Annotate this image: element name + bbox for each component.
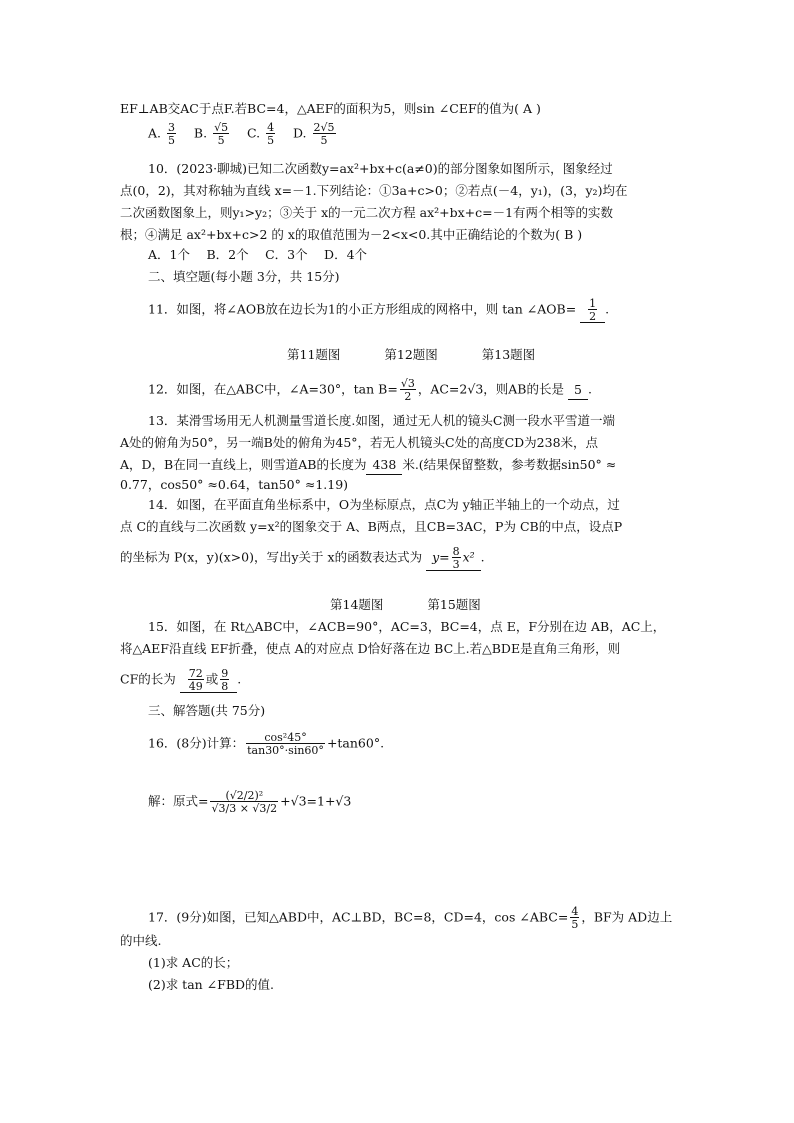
q9-stem: EF⊥AB交AC于点F.若BC=4，△AEF的面积为5，则sin ∠CEF的值为( A )	[120, 101, 541, 116]
q14-line1: 14．如图，在平面直角坐标系中，O为坐标原点，点C为 y轴正半轴上的一个动点，过	[148, 497, 620, 512]
q16	[148, 732, 384, 756]
q10-options: A．1个 B．2个 C．3个 D．4个	[148, 247, 368, 262]
q14-line3-pre: 的坐标为 P(x，y)(x>0)，写出y关于 x的函数表达式为	[120, 549, 423, 565]
q9-option-d: $\frac{2√5}{5}$	[313, 121, 335, 147]
figure-captions-11-13	[287, 346, 575, 364]
q17-sub1: (1)求 AC的长；	[148, 955, 239, 970]
q16-fraction: $\frac{\text{cos²45°}}{\tan 30^\circ\cdot\sin 60^\circ}$	[247, 731, 324, 757]
q12-mid: ，AC=2√3，则AB的长是	[417, 381, 564, 397]
q9-option-d-label: D.	[292, 125, 307, 141]
q9-option-a-label: A.	[148, 125, 162, 141]
q13-answer: 438	[366, 456, 402, 475]
q17-pre: 17．(9分)如图，已知△ABD中，AC⊥BD，BC=8，CD=4，cos ∠ABC=	[148, 909, 569, 925]
q13-line4: 0.77，cos50° ≈0.64，tan50° ≈1.19)	[120, 477, 349, 492]
q13-line3-post: 米.(结果保留整数，参考数据sin50° ≈	[402, 457, 617, 472]
section-answer-heading: 三、解答题(共 75分)	[148, 703, 266, 718]
q16-solution-post: +√3=1+√3	[280, 793, 352, 809]
caption-fig13: 第13题图	[481, 347, 536, 362]
q9-option-a: $\frac{3}{5}$	[168, 121, 175, 147]
q13-line2: A处的俯角为50°，另一端B处的俯角为45°，若无人机镜头C处的高度CD为238米，点	[120, 435, 599, 450]
q12-tan-fraction: $\frac{√3}{2}$	[400, 377, 415, 403]
caption-fig12: 第12题图	[384, 347, 438, 362]
figure-captions-14-15	[330, 596, 521, 614]
q17-line2: 的中线.	[120, 933, 162, 948]
q17-line1	[148, 906, 672, 930]
q12-end: .	[587, 381, 592, 397]
q10-line1: 10．(2023·聊城)已知二次函数y=ax²+bx+c(a≠0)的部分图象如图所示，图象经过	[148, 161, 613, 176]
q9-option-c-label: C.	[246, 125, 261, 141]
q10-line2: 点(0，2)，其对称轴为直线 x=－1.下列结论：①3a+c>0；②若点(－4，y₁)，(3，y₂)均在	[120, 183, 628, 198]
q10-line3: 二次函数图象上，则y₁>y₂；③关于 x的一元二次方程 ax²+bx+c=－1有两个相等的实数	[120, 205, 614, 220]
q12-answer: 5	[568, 381, 588, 400]
q16-solution-fraction: $\frac{\text{(√2/2)²}}{√3/3 \times √3/2}$	[211, 789, 278, 815]
q15-line1: 15．如图，在 Rt△ABC中，∠ACB=90°，AC=3，BC=4，点 E，F分别在边 AB，AC上，	[148, 619, 666, 634]
q15-line3-pre: CF的长为	[120, 671, 176, 687]
q17-cos-fraction: $\frac{4}{5}$	[571, 905, 579, 931]
q16-solution	[148, 790, 351, 814]
q11-answer: $\frac{1}{2}$	[580, 298, 605, 323]
q13-line3	[120, 456, 616, 475]
q16-pre: 16．(8分)计算：	[148, 735, 245, 751]
q14-line2: 点 C的直线与二次函数 y=x²的图象交于 A、B两点，且CB=3AC，P为 CB的中点，设点P	[120, 519, 623, 534]
q15-answer: $\frac{72}{49}$ 或 $\frac{9}{8}$	[180, 668, 238, 693]
q17-sub2: (2)求 tan ∠FBD的值.	[148, 977, 275, 992]
q14-line3: 的坐标为 P(x，y)(x>0)，写出y关于 x的函数表达式为 y= $\frac{8}{3}$ x² .	[120, 545, 485, 571]
q9-options	[148, 122, 338, 146]
q15-line3: CF的长为 $\frac{72}{49}$ 或 $\frac{9}{8}$ .	[120, 667, 242, 693]
caption-fig15: 第15题图	[427, 597, 481, 612]
q13-line3-pre: A，D，B在同一直线上，则雪道AB的长度为	[120, 457, 367, 472]
q9-option-b: $\frac{√5}{5}$	[214, 121, 229, 147]
q11-text: 11．如图，将∠AOB放在边长为1的小正方形组成的网格中，则 tan ∠AOB=	[148, 301, 577, 317]
q10-line4: 根；④满足 ax²+bx+c>2 的 x的取值范围为－2<x<0.其中正确结论的个数为( B )	[120, 227, 583, 242]
q15-line2: 将△AEF沿直线 EF折叠，使点 A的对应点 D恰好落在边 BC上.若△BDE是直角三角形，则	[120, 641, 621, 656]
q11: 11．如图，将∠AOB放在边长为1的小正方形组成的网格中，则 tan ∠AOB= $\frac{1}{2}$ .	[148, 297, 610, 323]
caption-fig14: 第14题图	[330, 597, 384, 612]
q9-option-c: $\frac{4}{5}$	[267, 121, 275, 147]
q12-pre: 12．如图，在△ABC中，∠A=30°，tan B=	[148, 381, 398, 397]
q14-answer: y= $\frac{8}{3}$ x²	[426, 546, 481, 571]
q16-solution-pre: 解：原式=	[148, 793, 209, 809]
section-fill-in-heading: 二、填空题(每小题 3分，共 15分)	[148, 269, 340, 284]
q12	[148, 378, 592, 402]
q16-post: +tan60°.	[326, 735, 385, 751]
q13-line1: 13．某滑雪场用无人机测量雪道长度.如图，通过无人机的镜头C测一段水平雪道一端	[148, 413, 615, 428]
q17-post: ，BF为 AD边上	[581, 909, 673, 925]
caption-fig11: 第11题图	[287, 347, 341, 362]
q9-option-b-label: B.	[193, 125, 208, 141]
